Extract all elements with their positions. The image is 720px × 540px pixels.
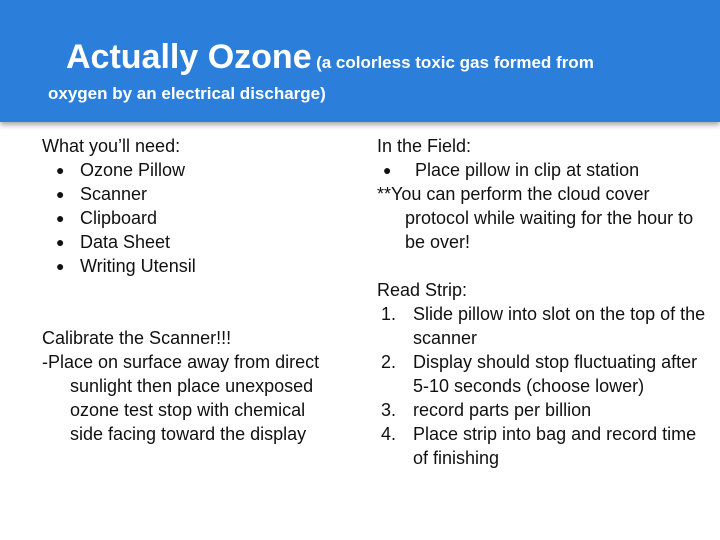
list-item xyxy=(42,158,342,182)
need-item-label: Writing Utensil xyxy=(80,256,196,276)
list-item xyxy=(42,254,342,278)
read-steps xyxy=(377,302,707,470)
list-item xyxy=(377,422,707,470)
step-number: 1. xyxy=(381,304,397,324)
list-item xyxy=(377,398,707,422)
calibrate-heading: Calibrate the Scanner!!! xyxy=(42,328,232,348)
title-line xyxy=(66,38,594,77)
left-column xyxy=(42,134,342,446)
title-banner xyxy=(0,0,720,122)
field-item xyxy=(377,158,707,182)
need-item-label: Scanner xyxy=(80,184,148,204)
list-item xyxy=(377,350,707,398)
calibrate-text: -Place on surface away from direct sunlight then place unexposed ozone test stop with chemical side facing toward the display xyxy=(42,352,320,444)
need-item-label: Clipboard xyxy=(80,208,158,228)
bullet-icon: ● xyxy=(56,258,65,274)
right-column xyxy=(377,134,707,470)
field-item-label: Place pillow in clip at station xyxy=(415,160,640,180)
bullet-icon: ● xyxy=(56,210,65,226)
list-item xyxy=(42,230,342,254)
bullet-icon: ● xyxy=(383,162,392,178)
step-label: Display should stop fluctuating after 5-10 seconds (choose lower) xyxy=(413,352,698,396)
field-heading: In the Field: xyxy=(377,136,472,156)
step-number: 4. xyxy=(381,424,397,444)
step-number: 3. xyxy=(381,400,397,420)
need-item-label: Data Sheet xyxy=(80,232,171,252)
bullet-icon: ● xyxy=(56,186,65,202)
list-item xyxy=(377,302,707,350)
step-number: 2. xyxy=(381,352,397,372)
title-definition-part1: (a colorless toxic gas formed from xyxy=(316,53,594,72)
field-note: **You can perform the cloud cover protocol while waiting for the hour to be over! xyxy=(377,184,694,252)
list-item xyxy=(42,206,342,230)
bullet-icon: ● xyxy=(56,162,65,178)
bullet-icon: ● xyxy=(56,234,65,250)
step-label: Slide pillow into slot on the top of the scanner xyxy=(413,304,706,348)
need-heading: What you’ll need: xyxy=(42,136,181,156)
list-item xyxy=(42,182,342,206)
read-heading: Read Strip: xyxy=(377,280,468,300)
title-definition-part2: oxygen by an electrical discharge) xyxy=(48,84,326,103)
step-label: record parts per billion xyxy=(413,400,592,420)
page-title: Actually Ozone xyxy=(66,38,312,76)
need-list xyxy=(42,158,342,278)
step-label: Place strip into bag and record time of finishing xyxy=(413,424,697,468)
need-item-label: Ozone Pillow xyxy=(80,160,186,180)
